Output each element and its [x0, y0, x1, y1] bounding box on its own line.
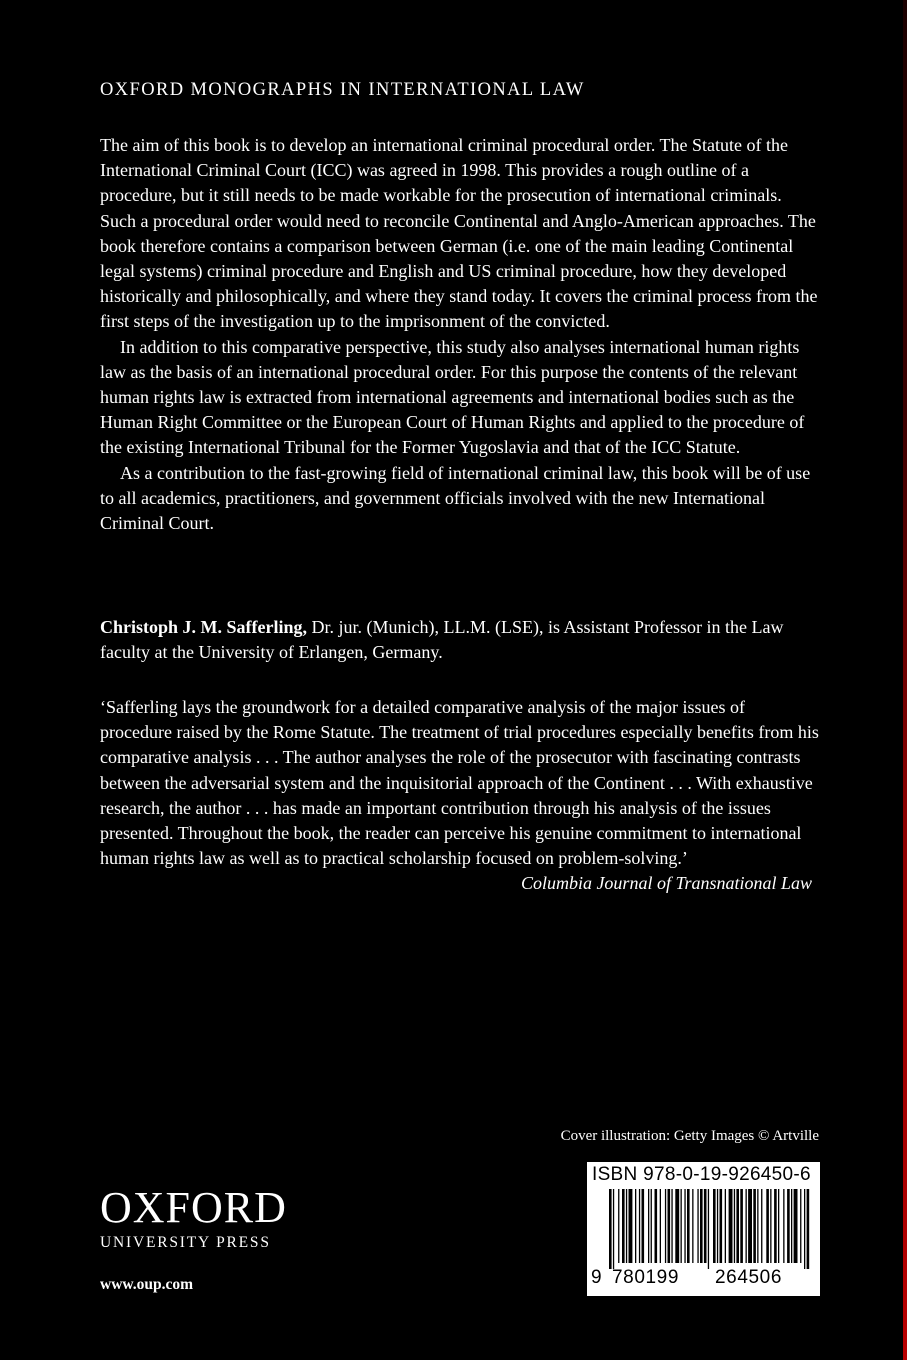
description-paragraph-1: The aim of this book is to develop an international criminal procedural order. The Statute of the International Criminal Court (ICC) was agreed in 1998. This provides a rough outline of a procedure, but it still needs to be made workable for the prosecution of international criminals. Such a procedural order would need to reconcile Continental and Anglo-American approaches. The book therefore contains a comparison between German (i.e. one of the main leading Continental legal systems) criminal procedure and English and US criminal procedure, how they developed historically and philosophically, and where they stand today. It covers the criminal process from the first steps of the investigation up to the imprisonment of the convicted.	[100, 135, 818, 332]
barcode-bar	[713, 1189, 716, 1263]
barcode-bar	[609, 1189, 612, 1269]
barcode-bar	[629, 1189, 633, 1263]
review-quote: ‘Safferling lays the groundwork for a detailed comparative analysis of the major issues of procedure raised by the Rome Statute. The treatment of trial procedures especially benefits from his comparative analysis . . . The author analyses the role of the prosecutor with fascinating contrasts between the adversarial system and the inquisitorial approach of the Continent . . . With exhaustive research, the author . . . has made an important contribution through his analysis of the issues presented. Throughout the book, the reader can perceive his genuine commitment to international human rights law as well as to practical scholarship focused on problem-solving.’	[100, 697, 819, 869]
barcode-digit-first: 9	[591, 1267, 602, 1288]
barcode-bar	[729, 1189, 733, 1263]
barcode-bar	[700, 1189, 703, 1263]
barcode-bar	[708, 1189, 709, 1269]
barcode-bar	[787, 1189, 790, 1263]
author-bio	[100, 615, 820, 665]
spine-edge	[903, 0, 907, 1360]
author-name: Christoph J. M. Safferling,	[100, 617, 307, 637]
barcode-bar	[626, 1189, 627, 1263]
barcode-bar	[618, 1189, 619, 1263]
barcode-bar	[655, 1189, 658, 1263]
barcode-bar	[665, 1189, 666, 1263]
barcode-bar	[761, 1189, 762, 1263]
barcode-bar	[774, 1189, 777, 1263]
barcode-bar	[687, 1189, 690, 1263]
barcode-bar	[734, 1189, 735, 1263]
publisher-url: www.oup.com	[100, 1276, 194, 1293]
barcode-bar	[717, 1189, 718, 1263]
barcode-bar	[766, 1189, 769, 1263]
cover-credit: Cover illustration: Getty Images © Artville	[560, 1128, 819, 1144]
barcode-bar	[800, 1189, 801, 1263]
barcode-bar	[639, 1189, 640, 1263]
barcode-bar	[736, 1189, 739, 1263]
barcode-bars	[587, 1189, 820, 1271]
barcode-bar	[671, 1189, 672, 1263]
barcode-bar	[651, 1189, 652, 1263]
barcode-bar	[807, 1189, 810, 1269]
barcode-bar	[622, 1189, 625, 1263]
barcode-bar	[757, 1189, 758, 1263]
review-source: Columbia Journal of Transnational Law	[520, 873, 812, 894]
barcode-bar	[770, 1189, 771, 1263]
barcode-bar	[720, 1189, 723, 1263]
review-block	[100, 695, 820, 897]
description-paragraph-2: In addition to this comparative perspective, this study also analyses international human rights law as the basis of an international procedural order. For this purpose the contents of the relevant human rights law is extracted from international agreements and international bodies such as the Human Right Committee or the European Court of Human Rights and applied to the procedure of the existing International Tribunal for the Former Yugoslavia and that of the ICC Statute.	[100, 336, 805, 458]
barcode-bar	[725, 1189, 726, 1263]
barcode-digits-left: 780199	[612, 1267, 680, 1288]
barcode-bar	[753, 1189, 756, 1263]
series-title: OXFORD MONOGRAPHS IN INTERNATIONAL LAW	[100, 80, 585, 100]
barcode-bar	[660, 1189, 661, 1263]
barcode-digits-right: 264506	[715, 1267, 783, 1288]
barcode-bar	[704, 1189, 707, 1263]
barcode-bar	[783, 1189, 784, 1263]
barcode-bar	[675, 1189, 679, 1263]
publisher-subline: UNIVERSITY PRESS	[100, 1234, 271, 1251]
barcode-bar	[642, 1189, 645, 1263]
barcode-bar	[794, 1189, 798, 1263]
book-description	[100, 133, 820, 536]
author-credentials: Dr. jur. (Munich), LL.M. (LSE), is Assistant Professor in the Law faculty at the University of Erlangen, Germany.	[100, 617, 784, 663]
isbn-barcode	[587, 1162, 820, 1296]
barcode-bar	[648, 1189, 649, 1263]
barcode-bar	[684, 1189, 685, 1263]
barcode-bar	[746, 1189, 747, 1263]
publisher-name: OXFORD	[100, 1183, 287, 1232]
barcode-bar	[681, 1189, 682, 1263]
barcode-bar	[697, 1189, 698, 1263]
barcode-bar	[804, 1189, 805, 1269]
description-paragraph-3: As a contribution to the fast-growing field of international criminal law, this book will be of use to all academics, practitioners, and government officials involved with the new International Criminal Court.	[100, 462, 811, 534]
barcode-bar	[791, 1189, 792, 1263]
barcode-bar	[635, 1189, 636, 1263]
barcode-bar	[740, 1189, 743, 1263]
publisher-logo	[100, 1183, 287, 1252]
barcode-bar	[668, 1189, 671, 1263]
barcode-bar	[778, 1189, 779, 1263]
barcode-bar	[613, 1189, 614, 1269]
barcode-bar	[692, 1189, 693, 1263]
barcode-bar	[748, 1189, 752, 1263]
isbn-label: ISBN 978-0-19-926450-6	[592, 1164, 811, 1185]
